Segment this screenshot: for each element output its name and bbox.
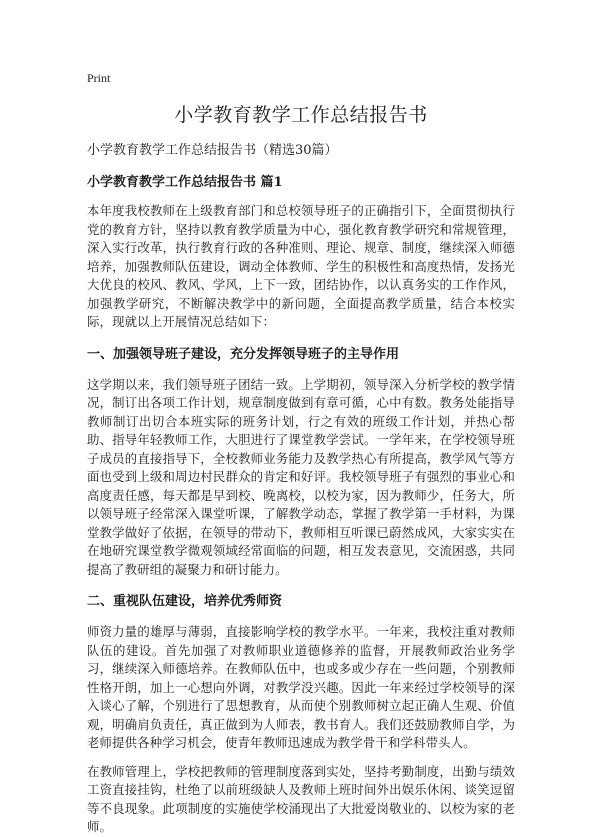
- document-title: 小学教育教学工作总结报告书: [174, 104, 428, 126]
- document-subtitle: 小学教育教学工作总结报告书（精选30篇）: [87, 143, 338, 158]
- section-2-paragraph-1: 师资力量的雄厚与薄弱，直接影响学校的教学水平。一年来，我校注重对教师队伍的建设。首先加强了对教师职业道德修养的监督，开展教师政治业务学习，继续深入师德培养。在教师队伍中，也或多或少存在一些问题，个别教师性格开朗，加上一心想向外调，对教学没兴趣。因此一年来经过学校领导的深入谈心了解，个别进行了思想教育，从而使个别教师树立起正确人生观、价值观，明确肩负责任，真正做到为人师表，教书育人。我们还鼓励教师自学，为老师提供各种学习机会，使青年教师迅速成为教学骨干和学科带头人。: [87, 624, 515, 750]
- article-heading: 小学教育教学工作总结报告书 篇1: [87, 175, 283, 190]
- intro-paragraph: 本年度我校教师在上级教育部门和总校领导班子的正确指引下，全面贯彻执行党的教育方针，坚持以教育教学质量为中心，强化教育教学研究和常规管理，深入实行改革，执行教育行政的各种准则、理论、规章、制度，继续深入师德培养，加强教师队伍建设，调动全体教师、学生的积极性和高度热情，发扬光大优良的校风、教风、学风，上下一致，团结协作，以认真务实的工作作风，加强教学研究，不断解决教学中的新问题，全面提高教学质量，结合本校实际，现就以上开展情况总结如下：: [87, 203, 515, 329]
- section-heading-1: 一、加强领导班子建设，充分发挥领导班子的主导作用: [87, 346, 400, 362]
- print-label[interactable]: Print: [87, 71, 111, 85]
- section-heading-2: 二、重视队伍建设，培养优秀师资: [87, 594, 283, 609]
- section-2-paragraph-2: 在教师管理上，学校把教师的管理制度落到实处，坚持考勤制度，出勤与绩效工资直接挂钩，杜绝了以前班级缺人及教师上班时间外出娱乐休闲、谈笑逗留等不良现象。此项制度的实施使学校涌现出了大批爱岗敬业的、以校为家的老师。: [87, 763, 515, 834]
- section-1-paragraph: 这学期以来，我们领导班子团结一致。上学期初，领导深入分析学校的教学情况，制订出各项工作计划，规章制度做到有章可循，心中有数。教务处能指导教师制订出切合本班实际的班务计划，行之有效的班级工作计划，并热心帮助、指导年轻教师工作，大胆进行了课堂教学尝试。一学年来，在学校领导班子成员的直接指导下，全校教师业务能力及教学热心有所提高，教学风气等方面也受到上级和周边村民群众的肯定和好评。我校领导班子有强烈的事业心和高度责任感，每天都是早到校、晚离校，以校为家，因为教师少，任务大，所以领导班子经常深入课堂听课，了解教学动态，掌握了教学第一手材料，为课堂教学做好了依据，在领导的带动下，教师相互听课已蔚然成风，大家实实在在地研究课堂教学微观领域经常面临的问题，相互发表意见，交流困惑，共同提高了教研组的凝聚力和研讨能力。: [87, 376, 515, 577]
